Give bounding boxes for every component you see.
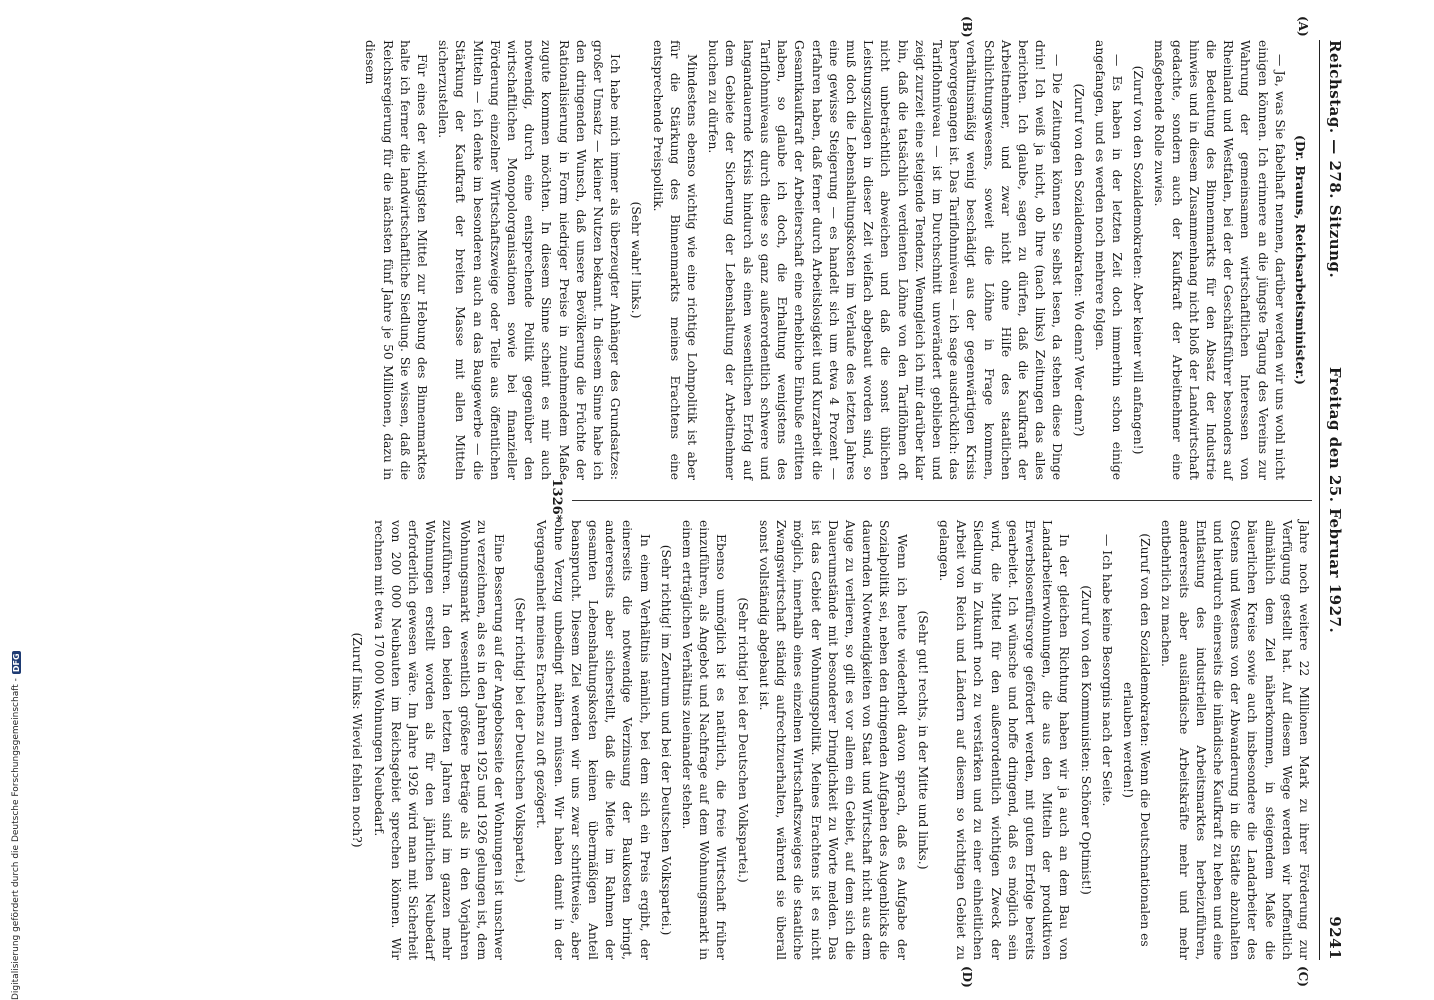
interjection: (Sehr gut! rechts, in der Mitte und links.)	[915, 610, 930, 870]
margin-marker-c: (C)	[1296, 966, 1310, 987]
interjection: (Sehr richtig! bei der Deutschen Volkspartei.)	[735, 597, 750, 883]
paragraph: Jahre noch weitere 22 Millionen Mark zu ihrer Förderung zur Verfügung gestellt hat. Auf diesem Wege werden wir hoffentlich allmählich dem Ziel näherkommen, in steigendem Maße die bäuerlichen Kreise sowie auch insbesondere die Landarbeiter des Ostens und Westens von der Abwanderung in die Städte abzuhalten und hierdurch einerseits die inländische Kaufkraft zu heben und eine Entlastung des industriellen Arbeitsmarktes herbeizuführen, andererseits aber ausländische Arbeitskräfte mehr und mehr entbehrlich zu machen.	[1159, 520, 1311, 960]
speaker-line: (Dr. Brauns, Reichsarbeitsminister.)	[1293, 135, 1308, 385]
left-column	[357, 40, 1312, 480]
digitization-credit	[8, 0, 24, 1000]
interjection: (Zuruf von den Sozialdemokraten: Wenn die Deutschnationalen es erlauben werden!)	[1120, 533, 1153, 947]
header-left: Reichstag. — 278. Sitzung.	[1326, 40, 1344, 279]
dfg-logo: DFG	[11, 653, 21, 673]
paragraph: In der gleichen Richtung haben wir ja auch an dem Bau von Landarbeiterwohnungen, die aus den Mitteln der produktiven Erwerbslosenfürsorge gefördert werden, mit gutem Erfolge bereits gearbeitet. Ich wünsche und hoffe dringend, daß es möglich sein wird, die Mittel für den außerordentlich wichtigen Zweck der Siedlung in Zukunft noch zu verstärken und zu einer einheitlichen Arbeit von Reich und Ländern auf diesem so wichtigen Gebiet zu gelangen.	[936, 520, 1072, 960]
margin-marker-d: (D)	[960, 966, 974, 988]
paragraph: Mindestens ebenso wichtig wie eine richtige Lohnpolitik ist aber für die Stärkung des Binnenmarkts meines Erachtens eine entsprechende Preispolitik.	[650, 40, 700, 480]
interjection: (Sehr richtig! bei der Deutschen Volkspartei.)	[513, 597, 528, 883]
paragraph: — Ich habe keine Besorgnis nach der Seite.	[1099, 534, 1114, 807]
paragraph: In einem Verhältnis nämlich, bei dem sich ein Preis ergibt, der einerseits die notwendige Verzinsung der Baukosten bringt, andererseits aber sicherstellt, daß die Miete im Rahmen der gesamten Lebenshaltungskosten keinen übermäßigen Anteil beansprucht. Diesem Ziel werden wir uns zwar schrittweise, aber ohne Verzug unbedingt nähern müssen. Wir haben damit in der Vergangenheit meines Erachtens zu oft gezögert.	[534, 520, 652, 960]
paragraph: — Ja, was Sie fabelhaft nennen, darüber werden wir uns wohl nicht einigen können. Ich erinnere an die jüngste Tagung des Vereins zur Wahrung der gemeinsamen wirtschaftlichen Interessen von Rheinland und Westfalen, bei der der Geschäftsführer besonders auf die Bedeutung des Binnenmarkts für den Absatz der Industrie hinwies und in diesem Zusammenhang nicht bloß der Landwirtschaft gedachte, sondern auch der Kaufkraft der Arbeitnehmer eine maßgebende Rolle zuwies.	[1152, 40, 1287, 480]
paragraph: Für eines der wichtigsten Mittel zur Hebung des Binnenmarktes halte ich ferner die landwirtschaftliche Siedlung. Sie wissen, daß die Reichsregierung für die nächsten fünf Jahre je 50 Millionen, dazu in diesem	[363, 40, 430, 480]
page-number: 9241	[1326, 916, 1344, 960]
interjection: (Sehr wahr! links.)	[629, 201, 644, 319]
page-code: 1326*	[549, 478, 564, 522]
header-date: Freitag den 25. Februar 1927.	[1326, 366, 1344, 634]
margin-marker-a: (A)	[1296, 16, 1310, 37]
margin-marker-b: (B)	[960, 16, 974, 38]
paragraph: — Die Zeitungen können Sie selbst lesen, da stehen diese Dinge drin! Ich weiß ja nicht, ob Ihre (nach links) Zeitungen das alles berichten. Ich glaube, sagen zu dürfen, daß die Kaufkraft der Arbeitnehmer, und zwar nicht ohne Hilfe des staatlichen Schlichtungswesens, soweit die Löhne in Frage kommen, verhältnismäßig wenig beschädigt aus der gegenwärtigen Krisis hervorgegangen ist. Das Tariflohnniveau — ich sage ausdrücklich: das Tariflohnniveau — ist im Durchschnitt unverändert geblieben und zeigt zurzeit eine steigende Tendenz. Wenngleich ich mir darüber klar bin, daß die tatsächlich verdienten Löhne von den Tariflöhnen oft nicht unbeträchtlich abweichen und daß die sonst üblichen Leistungszulagen in dieser Zeit vielfach abgebaut worden sind, so muß doch die Lebenshaltungskosten im Verlaufe des letzten Jahres eine gewisse Steigerung — es handelt sich um etwa 4 Prozent — erfahren haben, daß ferner durch Arbeitslosigkeit und Kurzarbeit die Gesamtkaufkraft der Arbeiterschaft eine erhebliche Einbuße erlitten haben, so glaube ich doch, die Erhaltung wenigstens des Tariflohnniveaus durch diese so ganz außerordentlich schwere und langandauernde Krisis hindurch als einen wesentlichen Erfolg auf dem Gebiete der Sicherung der Lebenshaltung der Arbeitnehmer buchen zu dürfen.	[706, 40, 1065, 480]
interjection: (Zuruf von den Kommunisten: Schöner Optimist!)	[1078, 585, 1093, 895]
page-header	[1322, 40, 1348, 960]
paragraph: Ebenso unmöglich ist es natürlich, die freie Wirtschaft früher einzuführen, als Angebot und Nachfrage auf dem Wohnungsmarkt in einem erträglichen Verhältnis zueinander stehen.	[680, 520, 729, 960]
paragraph: Eine Besserung auf der Angebotsseite der Wohnungen ist unschwer zu verzeichnen, als es in den Jahren 1925 und 1926 gelungen ist, dem Wohnungsmarkt wesentlich größere Beträge als in den Vorjahren zuzuführen. In den beiden letzten Jahren sind im ganzen mehr Wohnungen erstellt worden als für den jährlichen Neubedarf erforderlich gewesen wäre. Im Jahre 1926 wird man mit Sicherheit von 200 000 Neubauten im Reichsgebiet sprechen können. Wir rechnen mit etwa 170 000 Wohnungen Neubedarf.	[371, 520, 507, 960]
interjection: (Zuruf von den Sozialdemokraten: Aber keiner will anfangen!)	[1131, 65, 1146, 455]
paragraph: — Es haben in der letzten Zeit doch immerhin schon einige angefangen, und es werden noch mehrere folgen.	[1092, 40, 1124, 480]
paragraph: Ich habe mich immer als überzeugter Anhänger des Grundsatzes: großer Umsatz — kleiner Nutzen bekannt. In diesem Sinne habe ich den dringenden Wunsch, daß unsere Bevölkerung die Früchte der Rationalisierung in Form niedriger Preise in zunehmendem Maße zugute kommen möchten. In diesem Sinne scheint es mir auch notwendig, durch eine entsprechende Politik gegenüber den wirtschaftlichen Monopolorganisationen sowie bei finanzieller Förderung einzelner Wirtschaftszweige oder Teile aus öffentlichen Mitteln — ich denke im besonderen auch an das Baugewerbe — die Stärkung der Kaufkraft der breiten Masse mit allen Mitteln sicherzustellen.	[436, 40, 623, 480]
column-divider	[572, 500, 1312, 501]
paragraph: Wenn ich heute wiederholt davon sprach, daß es Aufgabe der Sozialpolitik sei, neben den dringenden Aufgaben des Augenblicks die dauernden Notwendigkeiten von Staat und Wirtschaft nicht aus dem Auge zu verlieren, so gilt es vor allem ein Gebiet, auf dem sich die Dauerumstände mit besonderer Dringlichkeit zu Worte melden. Das ist das Gebiet der Wohnungspolitik. Meines Erachtens ist es nicht möglich, innerhalb eines einzelnen Wirtschaftszweiges die staatliche Zwangswirtschaft ständig aufrechtzuerhalten, während sie überall sonst vollständig abgebaut ist.	[756, 520, 909, 960]
interjection: (Zuruf von den Sozialdemokraten: Wo denn? Wer denn?)	[1071, 83, 1086, 437]
header-rule	[1319, 40, 1320, 960]
interjection: (Sehr richtig! im Zentrum und bei der Deutschen Volkspartei.)	[658, 544, 673, 936]
right-column	[344, 520, 1312, 960]
interjection: (Zuruf links: Wieviel fehlen noch?)	[350, 632, 365, 848]
credit-text: Digitalisierung gefördert durch die Deutsche Forschungsgemeinschaft -	[11, 678, 21, 1000]
